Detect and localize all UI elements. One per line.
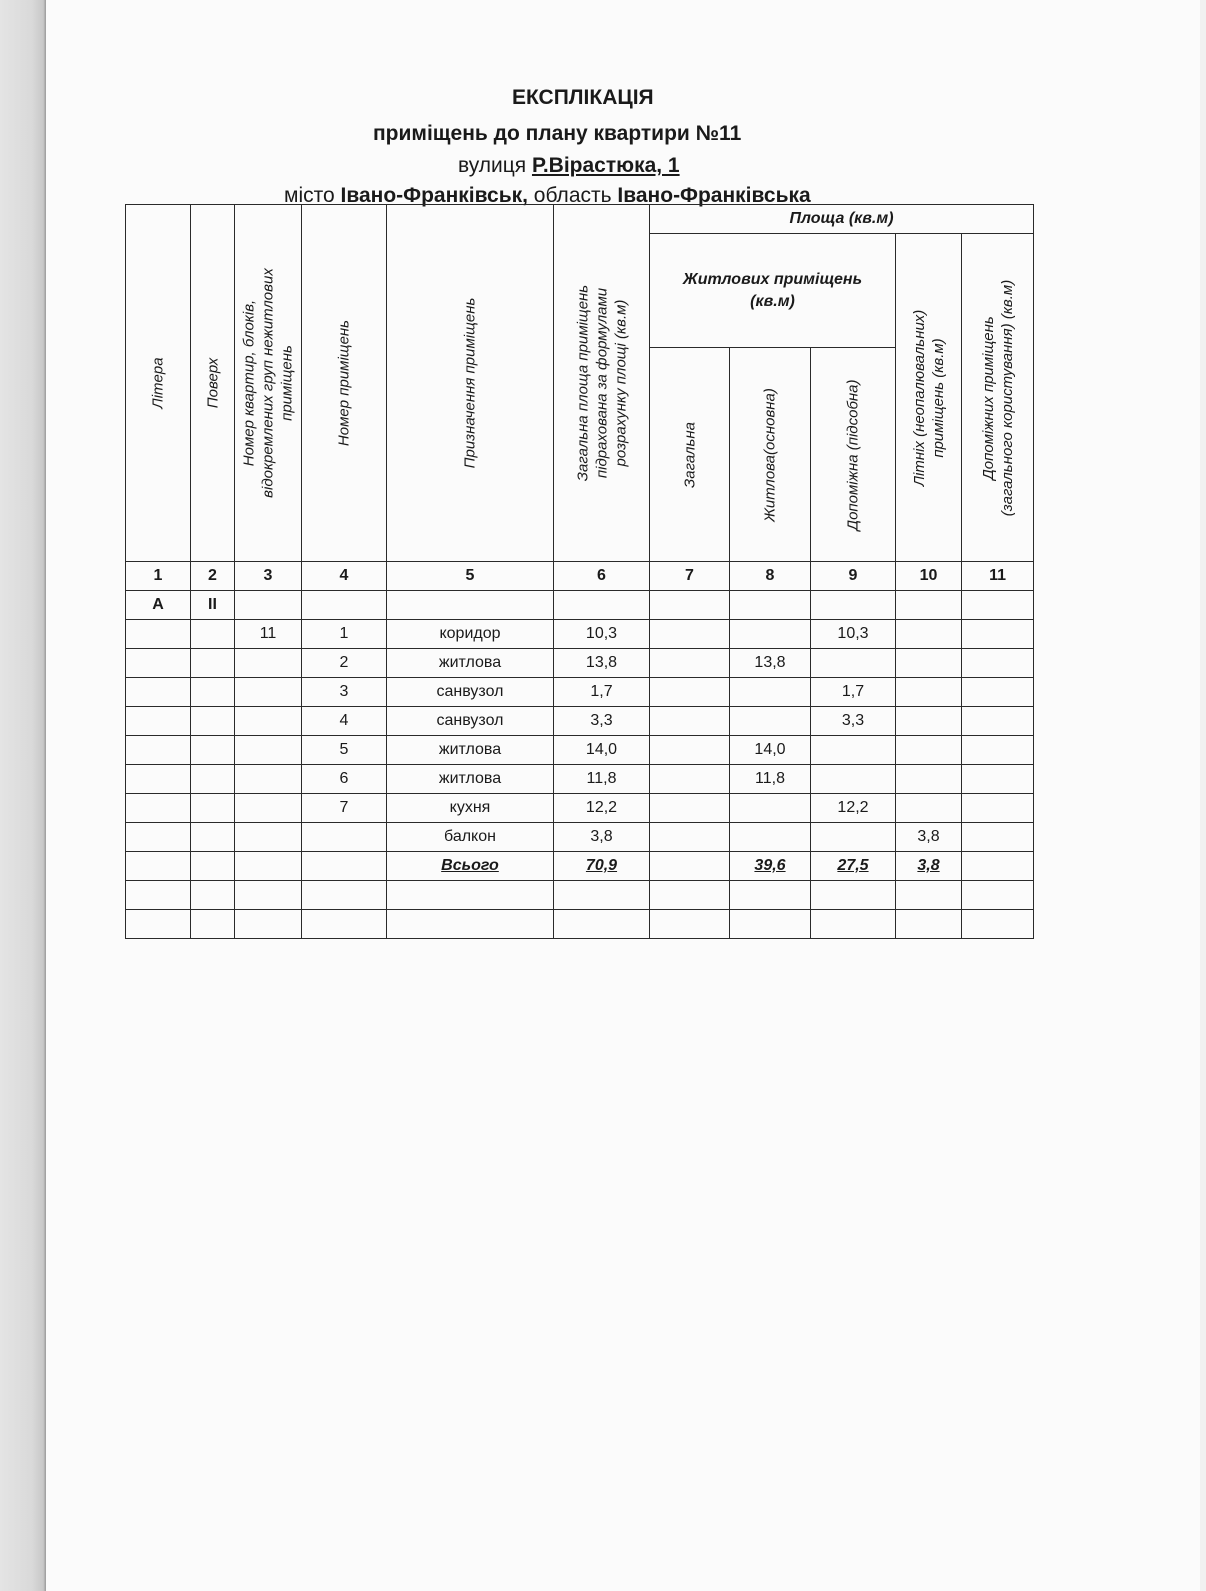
- table-cell: 14,0: [730, 736, 811, 765]
- table-cell: [896, 765, 962, 794]
- table-body: [126, 591, 1034, 852]
- table-cell: ІІ: [191, 591, 235, 620]
- table-cell: 5: [302, 736, 387, 765]
- table-cell: 10,3: [811, 620, 896, 649]
- table-cell: [126, 823, 191, 852]
- empty-row: [126, 881, 1034, 910]
- table-cell: [896, 707, 962, 736]
- table-cell: [302, 910, 387, 939]
- table-cell: [126, 649, 191, 678]
- table-cell: [896, 649, 962, 678]
- table-cell: [191, 881, 235, 910]
- table-cell: [302, 823, 387, 852]
- column-number: 5: [387, 562, 554, 591]
- total-summer: 3,8: [896, 852, 962, 881]
- column-number: 4: [302, 562, 387, 591]
- col-header-4: Номер приміщень: [302, 205, 387, 562]
- col-header-2: Поверх: [191, 205, 235, 562]
- table-cell: [896, 910, 962, 939]
- table-cell: [126, 794, 191, 823]
- table-cell: [650, 707, 730, 736]
- table-cell: [235, 881, 302, 910]
- table-cell: 3,8: [896, 823, 962, 852]
- table-row: [126, 620, 1034, 649]
- table-cell: [235, 649, 302, 678]
- table-cell: [650, 910, 730, 939]
- table-cell: 12,2: [811, 794, 896, 823]
- street-value: Р.Вірастюка, 1: [531, 154, 680, 177]
- empty-row: [126, 910, 1034, 939]
- table-cell: [302, 591, 387, 620]
- table-cell: [730, 823, 811, 852]
- table-cell: [896, 881, 962, 910]
- table-cell: [126, 765, 191, 794]
- scan-edge-shadow: [0, 0, 46, 1591]
- table-cell: [235, 765, 302, 794]
- table-cell: балкон: [387, 823, 554, 852]
- table-cell: 1,7: [811, 678, 896, 707]
- table-cell: 3,3: [554, 707, 650, 736]
- table-cell: [554, 881, 650, 910]
- table-cell: 6: [302, 765, 387, 794]
- table-row: [126, 794, 1034, 823]
- table-row: [126, 736, 1034, 765]
- col-header-1: Літера: [126, 205, 191, 562]
- total-residential-main: 39,6: [730, 852, 811, 881]
- header-row-top: [126, 205, 1034, 234]
- table-cell: [962, 678, 1034, 707]
- table-cell: 2: [302, 649, 387, 678]
- table-cell: [962, 591, 1034, 620]
- table-cell: 3,8: [554, 823, 650, 852]
- table-cell: [962, 794, 1034, 823]
- table-cell: [126, 620, 191, 649]
- table-cell: [650, 678, 730, 707]
- table-cell: [191, 736, 235, 765]
- scan-edge-right: [1200, 0, 1206, 1591]
- table-cell: [126, 678, 191, 707]
- column-number: 10: [896, 562, 962, 591]
- table-cell: [387, 591, 554, 620]
- table-row: [126, 649, 1034, 678]
- table-cell: [126, 881, 191, 910]
- col-header-5: Призначення приміщень: [387, 205, 554, 562]
- table-cell: [811, 881, 896, 910]
- table-cell: 3: [302, 678, 387, 707]
- table-cell: [302, 852, 387, 881]
- region-value: Івано-Франківська: [617, 184, 811, 207]
- table-cell: житлова: [387, 649, 554, 678]
- col-header-6: Загальна площа приміщень підрахована за формулами розрахунку площі (кв.м): [554, 205, 650, 562]
- table-cell: [650, 823, 730, 852]
- table-cell: [730, 591, 811, 620]
- table-cell: [554, 591, 650, 620]
- table-cell: [962, 765, 1034, 794]
- table-cell: [962, 736, 1034, 765]
- table-cell: [387, 881, 554, 910]
- table-cell: [126, 852, 191, 881]
- table-cell: [650, 852, 730, 881]
- table-cell: [811, 910, 896, 939]
- table-cell: [962, 910, 1034, 939]
- table-cell: [962, 881, 1034, 910]
- table-cell: [235, 852, 302, 881]
- column-number: 8: [730, 562, 811, 591]
- table-cell: [896, 794, 962, 823]
- table-cell: [554, 910, 650, 939]
- table-cell: [962, 649, 1034, 678]
- total-label: Всього: [387, 852, 554, 881]
- total-area: 70,9: [554, 852, 650, 881]
- table-cell: 12,2: [554, 794, 650, 823]
- table-cell: [730, 707, 811, 736]
- table-cell: [191, 852, 235, 881]
- total-auxiliary: 27,5: [811, 852, 896, 881]
- table-cell: [235, 794, 302, 823]
- table-cell: [811, 823, 896, 852]
- table-cell: коридор: [387, 620, 554, 649]
- table-cell: 11: [235, 620, 302, 649]
- table-cell: [235, 678, 302, 707]
- column-number: 2: [191, 562, 235, 591]
- table-row: [126, 707, 1034, 736]
- table-cell: [191, 823, 235, 852]
- table-cell: [730, 794, 811, 823]
- table-cell: [191, 707, 235, 736]
- table-cell: [650, 736, 730, 765]
- column-number: 6: [554, 562, 650, 591]
- table-cell: житлова: [387, 765, 554, 794]
- explication-table: [125, 204, 1034, 939]
- col-header-3: Номер квартир, блоків, відокремлених груп нежитлових приміщень: [235, 205, 302, 562]
- column-number: 11: [962, 562, 1034, 591]
- table-cell: [730, 881, 811, 910]
- table-cell: 3,3: [811, 707, 896, 736]
- area-group-header: Площа (кв.м): [650, 205, 1034, 234]
- table-cell: 1,7: [554, 678, 650, 707]
- table-cell: житлова: [387, 736, 554, 765]
- table-row: [126, 765, 1034, 794]
- table-cell: [730, 620, 811, 649]
- table-cell: 14,0: [554, 736, 650, 765]
- city-label: місто: [284, 184, 335, 207]
- street-line: [458, 154, 680, 178]
- table-cell: [962, 823, 1034, 852]
- table-row: [126, 678, 1034, 707]
- table-cell: [962, 620, 1034, 649]
- table-row: [126, 823, 1034, 852]
- table-cell: 11,8: [730, 765, 811, 794]
- table-cell: [650, 649, 730, 678]
- column-number: 1: [126, 562, 191, 591]
- table-cell: [650, 591, 730, 620]
- document-subtitle: приміщень до плану квартири №11: [373, 122, 742, 145]
- table-cell: [126, 707, 191, 736]
- column-numbers-row: [126, 562, 1034, 591]
- table-cell: [126, 910, 191, 939]
- table-cell: [962, 852, 1034, 881]
- table-cell: [730, 678, 811, 707]
- table-cell: [896, 678, 962, 707]
- table-cell: [191, 794, 235, 823]
- table-cell: 11,8: [554, 765, 650, 794]
- table-cell: [235, 910, 302, 939]
- table-cell: [896, 736, 962, 765]
- table-cell: [650, 881, 730, 910]
- table-cell: кухня: [387, 794, 554, 823]
- table-cell: [650, 765, 730, 794]
- table-cell: 7: [302, 794, 387, 823]
- street-label: вулиця: [458, 154, 527, 177]
- table-cell: [191, 910, 235, 939]
- col-header-10: Літніх (неопалювальних) приміщень (кв.м): [896, 234, 962, 562]
- col-header-7: Загальна: [650, 348, 730, 562]
- table-cell: [191, 765, 235, 794]
- table-cell: [730, 910, 811, 939]
- table-cell: [126, 736, 191, 765]
- table-cell: 13,8: [730, 649, 811, 678]
- col-header-8: Житлова(основна): [730, 348, 811, 562]
- table-cell: 4: [302, 707, 387, 736]
- column-number: 3: [235, 562, 302, 591]
- table-cell: [811, 736, 896, 765]
- col-header-11: Допоміжних приміщень (загального користування) (кв.м): [962, 234, 1034, 562]
- table-cell: [811, 649, 896, 678]
- table-cell: [811, 765, 896, 794]
- table-cell: [650, 620, 730, 649]
- table-row: [126, 591, 1034, 620]
- table-cell: [896, 591, 962, 620]
- table-cell: 10,3: [554, 620, 650, 649]
- table-cell: [962, 707, 1034, 736]
- table-cell: [302, 881, 387, 910]
- table-cell: [811, 591, 896, 620]
- col-header-9: Допоміжна (підсобна): [811, 348, 896, 562]
- table-cell: [191, 620, 235, 649]
- total-row: [126, 852, 1034, 881]
- residential-group-header: Житлових приміщень (кв.м): [650, 234, 896, 348]
- table-cell: [235, 591, 302, 620]
- table-cell: [235, 736, 302, 765]
- table-cell: 1: [302, 620, 387, 649]
- table-cell: [650, 794, 730, 823]
- city-value: Івано-Франківськ,: [340, 184, 528, 207]
- table-cell: [191, 649, 235, 678]
- table-cell: санвузол: [387, 678, 554, 707]
- column-number: 9: [811, 562, 896, 591]
- table-cell: [191, 678, 235, 707]
- region-label: область: [533, 184, 612, 207]
- table-cell: [235, 707, 302, 736]
- table-cell: 13,8: [554, 649, 650, 678]
- document-title: ЕКСПЛІКАЦІЯ: [512, 86, 654, 109]
- table-cell: [387, 910, 554, 939]
- table-cell: [896, 620, 962, 649]
- table-cell: А: [126, 591, 191, 620]
- column-number: 7: [650, 562, 730, 591]
- table-cell: [235, 823, 302, 852]
- table-cell: санвузол: [387, 707, 554, 736]
